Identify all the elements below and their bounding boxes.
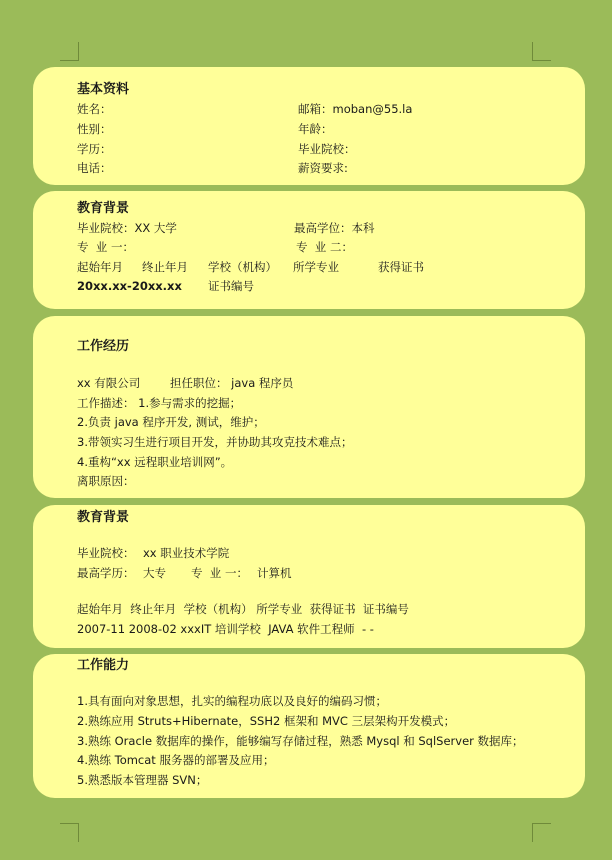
- email-field: 邮箱：moban@55.la: [298, 102, 413, 116]
- skill-item: 1.具有面向对象思想，扎实的编程功底以及良好的编码习惯；: [77, 694, 387, 708]
- section-title: 工作经历: [77, 339, 130, 354]
- school-field: 毕业院校：: [298, 142, 356, 156]
- crop-mark-top-right: [532, 42, 551, 61]
- work-desc-item-3: 3.带领实习生进行项目开发，并协助其攻克技术难点；: [77, 435, 353, 449]
- major1-field: 专 业 一：: [77, 240, 134, 254]
- degree-label: 最高学历：: [77, 566, 135, 580]
- column-cert: 获得证书: [378, 260, 424, 274]
- major-label: 专 业 一：: [191, 566, 248, 580]
- section-title: 工作能力: [77, 658, 130, 673]
- section-title: 基本资料: [77, 82, 130, 97]
- work-desc-item-1: 工作描述： 1.参与需求的挖掘；: [77, 396, 242, 410]
- education-section-2: [33, 505, 585, 648]
- age-field: 年龄：: [298, 122, 333, 136]
- cert-number-label: 证书编号: [208, 279, 254, 293]
- skill-item: 3.熟练 Oracle 数据库的操作，能够编写存储过程，熟悉 Mysql 和 SqlServer 数据库；: [77, 734, 524, 748]
- column-end: 终止年月: [142, 260, 188, 274]
- skills-section: [33, 654, 585, 798]
- school-value: xx 职业技术学院: [143, 546, 230, 560]
- name-field: 姓名：: [77, 102, 112, 116]
- degree-value: 大专: [143, 566, 166, 580]
- work-desc-item-2: 2.负责 java 程序开发, 测试，维护；: [77, 415, 265, 429]
- salary-field: 薪资要求:: [298, 161, 348, 175]
- degree-field: 学历：: [77, 142, 112, 156]
- school-field: 毕业院校：XX 大学: [77, 221, 177, 235]
- skill-item: 2.熟练应用 Struts+Hibernate，SSH2 框架和 MVC 三层架构开发模式；: [77, 714, 456, 728]
- period-value: 20xx.xx-20xx.xx: [77, 279, 182, 293]
- education-detail-line: 2007-11 2008-02 xxxIT 培训学校 JAVA 软件工程师 - -: [77, 622, 374, 636]
- column-major: 所学专业: [293, 260, 339, 274]
- school-label: 毕业院校：: [77, 546, 135, 560]
- leave-reason-field: 离职原因：: [77, 474, 135, 488]
- section-title: 教育背景: [77, 201, 130, 216]
- crop-mark-top-left: [60, 42, 79, 61]
- major2-field: 专 业 二：: [296, 240, 353, 254]
- basic-info-section: [33, 67, 585, 185]
- major-value: 计算机: [257, 566, 292, 580]
- work-desc-item-4: 4.重构“xx 远程职业培训网”。: [77, 455, 233, 469]
- top-degree-field: 最高学位：本科: [294, 221, 375, 235]
- education-header-line: 起始年月 终止年月 学校（机构） 所学专业 获得证书 证书编号: [77, 602, 409, 616]
- phone-field: 电话：: [77, 161, 112, 175]
- skill-item: 4.熟练 Tomcat 服务器的部署及应用；: [77, 753, 275, 767]
- skill-item: 5.熟悉版本管理器 SVN；: [77, 773, 208, 787]
- position-field: 担任职位： java 程序员: [170, 376, 294, 390]
- gender-field: 性别：: [77, 122, 112, 136]
- work-experience-section: [33, 316, 585, 498]
- company-name: xx 有限公司: [77, 376, 141, 390]
- column-school: 学校（机构）: [208, 260, 277, 274]
- crop-mark-bottom-left: [60, 823, 79, 842]
- section-title: 教育背景: [77, 510, 130, 525]
- education-section-1: [33, 191, 585, 309]
- column-start: 起始年月: [77, 260, 123, 274]
- crop-mark-bottom-right: [532, 823, 551, 842]
